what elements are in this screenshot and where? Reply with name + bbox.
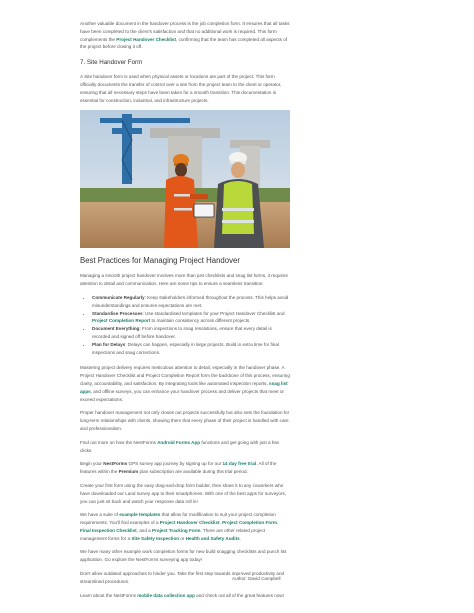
list-item [92, 310, 290, 326]
text: , and a [136, 527, 152, 533]
paragraph-job-completion [80, 20, 290, 51]
link-project-handover-checklist-2[interactable]: Project Handover Checklist [159, 520, 220, 526]
text: Plan for Delays [92, 341, 126, 347]
paragraph-learn [80, 592, 290, 600]
text: functions and get going with just a few clicks. [80, 439, 279, 453]
link-health-safety-audits[interactable]: Health and Safety Audits [185, 535, 240, 541]
link-final-inspection-checklist[interactable]: Final Inspection Checklist [80, 527, 137, 533]
text: NestForms [103, 461, 128, 467]
text: Premium [118, 469, 139, 475]
section-heading-best-practices: Best Practices for Managing Project Handover [80, 256, 240, 266]
text: : From inspections to snag resolutions, ensure that every detail is recorded and signed off before handover. [92, 326, 272, 339]
link-mobile-data-collection-app[interactable]: mobile data collection app [137, 592, 195, 598]
text: Document Everything [92, 326, 140, 332]
text: plan subscription are available during this trial period. [138, 469, 248, 475]
link-site-safety-inspection[interactable]: Site Safety Inspection [131, 535, 180, 541]
text: : Delays can happen, especially in large projects. Build in extra time for final inspections and snag corrections. [92, 341, 279, 355]
text: : Use standardised templates for your Project Handover Checklist and [142, 310, 285, 316]
article-content [80, 20, 290, 599]
paragraph-many: We have many other example work completion forms for new build snagging checklists and punch list application. Go explore the NestForms surveying app today! [80, 549, 287, 563]
text: Another valuable document in the handover process is the job completion form. It ensures that all tasks have been completed to the client's satisfaction and that no additional work is required. This form complements the [80, 21, 290, 42]
text: Mastering project delivery requires meticulous attention to detail, especially in the handover phase. A Project Handover Checklist and Project Completion Report form the backbone of this process, ensuring clarity, accountability, and satisfaction. By integrating tools like automated inspection reports, [80, 365, 290, 386]
text: and check out all of the great features now! [194, 592, 285, 598]
paragraph-site-handover: A Site handover form is used when physical assets or locations are part of the project. This form officially documents the transfer of control over a site from the project team to the client or operator, ensuring that all necessary steps have been taken for a smooth transition. This documentation is essential for construction, industrial, and infrastructure projects. [80, 74, 282, 103]
text: to maintain consistency across different projects. [150, 318, 251, 324]
paragraph-mastering [80, 364, 290, 403]
link-project-completion-form[interactable]: Project Completion Form [222, 520, 277, 526]
list-item [92, 341, 290, 357]
paragraph-proper-handover: Proper handover management not only closes out projects successfully but also sets the foundation for long-term relationships with clients, showing them that every phase of their project is handled with care and professionalism. [80, 410, 290, 431]
text: : Keep stakeholders informed throughout the process. This helps avoid misunderstandings and ensures expectations are met. [92, 294, 289, 308]
text: Standardise Processes [92, 310, 143, 316]
list-item [92, 294, 290, 310]
link-project-handover-checklist[interactable]: Project Handover Checklist [116, 36, 177, 42]
text: Learn about the NestForms [80, 592, 138, 598]
list-item [92, 325, 290, 341]
link-project-completion-report[interactable]: Project Completion Report [92, 318, 151, 324]
text: Begin your [80, 461, 104, 467]
best-practices-list [80, 294, 290, 356]
link-example-templates[interactable]: example templates [119, 512, 161, 518]
link-project-tracking-form[interactable]: Project Tracking Form [152, 527, 201, 533]
section-heading-site-handover: 7. Site Handover Form [80, 59, 143, 67]
link-snag-list-apps[interactable]: snag list apps [80, 380, 288, 394]
paragraph-suite [80, 511, 290, 542]
link-free-trial[interactable]: 14 day free trial [222, 461, 257, 467]
text: , confirming that the team has completed all aspects of the project before closing it off. [80, 36, 288, 50]
text: . There are other related project management forms for a [80, 527, 266, 541]
author-byline: Author: David Campbell [232, 576, 281, 581]
text: Find out more on how the NestForms [80, 439, 158, 445]
paragraph-find-out [80, 439, 290, 455]
paragraph-begin [80, 460, 290, 476]
text: or [179, 535, 186, 541]
text: , and offline surveys, you can enhance your handover process and deliver projects that meet or exceed expectations. [80, 388, 284, 402]
paragraph-create: Create your first form using the easy drag-and-drop form builder, then share it to any coworkers who have downloaded our Land survey app to their smartphones. With one of the best apps for surveyors, you can just sit back and watch your response data roll in! [80, 482, 287, 504]
text: , [219, 520, 223, 526]
link-android-forms-app[interactable]: Android Forms App [157, 439, 201, 445]
construction-workers-photo [80, 110, 290, 248]
text: We have a suite of [80, 512, 120, 518]
text: Communicate Regularly [92, 294, 145, 300]
text: . All of the features within the [80, 461, 277, 475]
paragraph-best-practices-intro: Managing a smooth project handover involves more than just checklists and snag list forms, it requires attention to detail and communication. Here are some tips to ensure a seamless transition: [80, 273, 288, 287]
text: that allow for modification to suit your project completion requirements. You'll find examples of a [80, 512, 276, 526]
text: , [276, 520, 279, 526]
text: GPS survey app journey by signing up for our [127, 461, 223, 467]
paragraph-dont: Don't allow outdated approaches to hinder you. Take the first step towards improved productivity and streamlined procedures. [80, 571, 285, 584]
text: . [239, 535, 241, 541]
